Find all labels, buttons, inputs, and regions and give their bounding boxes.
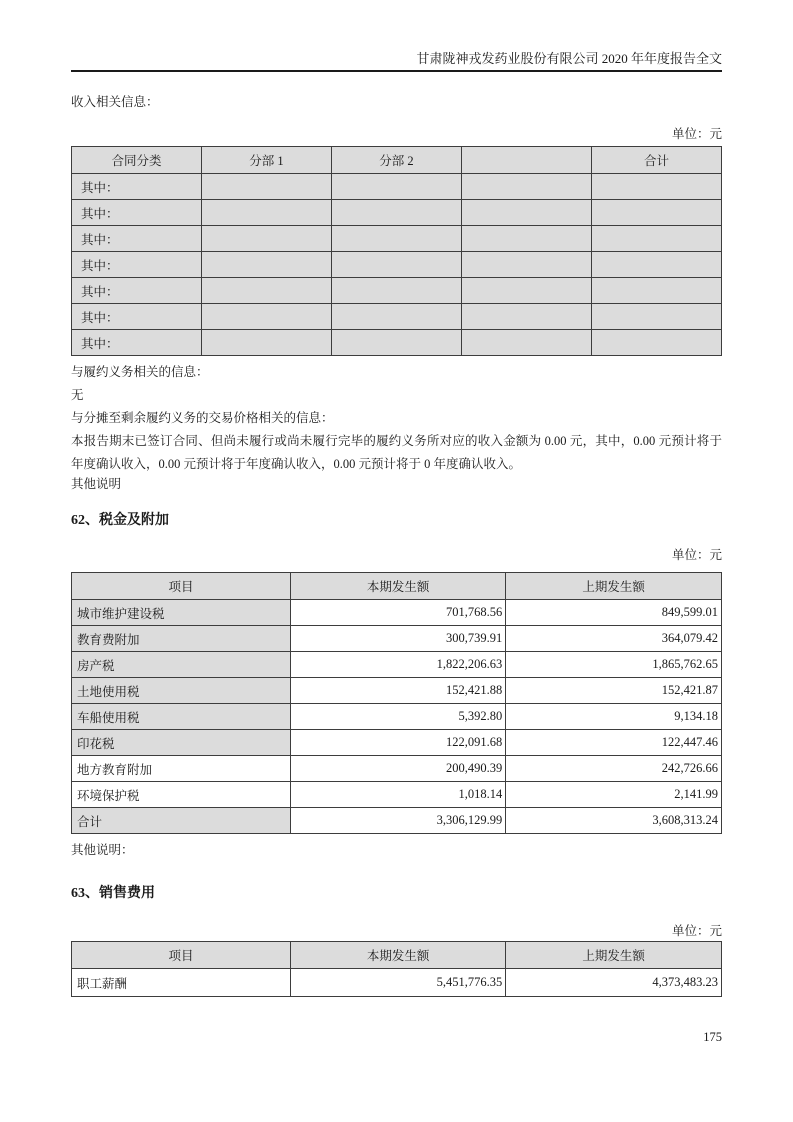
tax-table-header-row xyxy=(72,573,722,600)
empty-cell xyxy=(202,252,332,278)
table-row xyxy=(72,226,722,252)
empty-cell xyxy=(462,278,592,304)
empty-cell xyxy=(332,304,462,330)
col-segment-1: 分部 1 xyxy=(202,147,332,174)
empty-cell xyxy=(462,304,592,330)
table-row xyxy=(72,652,722,678)
empty-cell xyxy=(592,304,722,330)
tax-prior: 849,599.01 xyxy=(506,600,722,626)
revenue-info-label: 收入相关信息： xyxy=(71,95,159,109)
row-label: 其中： xyxy=(72,330,202,356)
row-label: 其中： xyxy=(72,304,202,330)
tax-item: 房产税 xyxy=(72,652,291,678)
performance-obligation-label: 与履约义务相关的信息： xyxy=(71,365,209,379)
table-row xyxy=(72,969,722,997)
table-row xyxy=(72,782,722,808)
section-heading-63: 63、销售费用 xyxy=(71,886,155,901)
tax-prior: 9,134.18 xyxy=(506,704,722,730)
table-row xyxy=(72,252,722,278)
revenue-unit-label: 单位：元 xyxy=(671,127,722,141)
empty-cell xyxy=(592,278,722,304)
col-current-period: 本期发生额 xyxy=(291,573,506,600)
tax-total-current: 3,306,129.99 xyxy=(291,808,506,834)
table-row xyxy=(72,704,722,730)
table-row xyxy=(72,626,722,652)
tax-total-label: 合计 xyxy=(72,808,291,834)
selling-unit-label: 单位：元 xyxy=(671,924,722,938)
table-row xyxy=(72,678,722,704)
tax-item: 环境保护税 xyxy=(72,782,291,808)
selling-item: 职工薪酬 xyxy=(72,969,291,997)
selling-table-header-row xyxy=(72,942,722,969)
empty-cell xyxy=(332,278,462,304)
col-item: 项目 xyxy=(72,573,291,600)
col-prior-period: 上期发生额 xyxy=(506,573,722,600)
tax-prior: 122,447.46 xyxy=(506,730,722,756)
tax-current: 200,490.39 xyxy=(291,756,506,782)
row-label: 其中： xyxy=(72,278,202,304)
tax-prior: 2,141.99 xyxy=(506,782,722,808)
empty-cell xyxy=(462,200,592,226)
page-header xyxy=(71,0,722,72)
selling-current: 5,451,776.35 xyxy=(291,969,506,997)
selling-prior: 4,373,483.23 xyxy=(506,969,722,997)
tax-current: 1,018.14 xyxy=(291,782,506,808)
tax-item: 土地使用税 xyxy=(72,678,291,704)
tax-prior: 242,726.66 xyxy=(506,756,722,782)
col-current-period: 本期发生额 xyxy=(291,942,506,969)
table-row xyxy=(72,304,722,330)
selling-expense-table xyxy=(71,941,722,997)
contract-classification-table xyxy=(71,146,722,356)
empty-cell xyxy=(202,330,332,356)
tax-item: 车船使用税 xyxy=(72,704,291,730)
empty-cell xyxy=(462,226,592,252)
empty-cell xyxy=(332,226,462,252)
row-label: 其中： xyxy=(72,200,202,226)
page-content xyxy=(71,94,722,997)
empty-cell xyxy=(592,200,722,226)
row-label: 其中： xyxy=(72,174,202,200)
empty-cell xyxy=(592,252,722,278)
table-row xyxy=(72,756,722,782)
tax-prior: 1,865,762.65 xyxy=(506,652,722,678)
table-row xyxy=(72,600,722,626)
other-note-label: 其他说明 xyxy=(71,477,122,491)
tax-item: 城市维护建设税 xyxy=(72,600,291,626)
table-row xyxy=(72,174,722,200)
empty-cell xyxy=(332,252,462,278)
empty-cell xyxy=(462,252,592,278)
remaining-price-text: 本报告期末已签订合同、但尚未履行或尚未履行完毕的履约义务所对应的收入金额为 0.00 元，其中，0.00 元预计将于年度确认收入，0.00 元预计将于年度确认收入，0.00 元预计将于 0 年度确认收入。 xyxy=(71,434,722,471)
empty-cell xyxy=(592,174,722,200)
table-row xyxy=(72,330,722,356)
tax-total-prior: 3,608,313.24 xyxy=(506,808,722,834)
col-total: 合计 xyxy=(592,147,722,174)
empty-cell xyxy=(202,278,332,304)
col-contract-class: 合同分类 xyxy=(72,147,202,174)
empty-cell xyxy=(332,330,462,356)
remaining-price-label: 与分摊至剩余履约义务的交易价格相关的信息： xyxy=(71,411,334,425)
tax-surcharge-table xyxy=(71,572,722,834)
section-heading-62: 62、税金及附加 xyxy=(71,513,169,528)
empty-cell xyxy=(202,200,332,226)
col-blank xyxy=(462,147,592,174)
tax-prior: 152,421.87 xyxy=(506,678,722,704)
table-total-row xyxy=(72,808,722,834)
performance-obligation-value: 无 xyxy=(71,388,84,402)
empty-cell xyxy=(462,330,592,356)
tax-unit-label: 单位：元 xyxy=(671,548,722,562)
tax-footnote: 其他说明： xyxy=(71,843,134,857)
col-item: 项目 xyxy=(72,942,291,969)
tax-item: 教育费附加 xyxy=(72,626,291,652)
row-label: 其中： xyxy=(72,252,202,278)
col-prior-period: 上期发生额 xyxy=(506,942,722,969)
tax-item: 印花税 xyxy=(72,730,291,756)
tax-current: 152,421.88 xyxy=(291,678,506,704)
empty-cell xyxy=(332,174,462,200)
table-row xyxy=(72,730,722,756)
tax-item: 地方教育附加 xyxy=(72,756,291,782)
tax-current: 701,768.56 xyxy=(291,600,506,626)
empty-cell xyxy=(592,330,722,356)
tax-current: 122,091.68 xyxy=(291,730,506,756)
report-title: 甘肃陇神戎发药业股份有限公司 2020 年年度报告全文 xyxy=(416,51,722,66)
empty-cell xyxy=(202,174,332,200)
empty-cell xyxy=(592,226,722,252)
row-label: 其中： xyxy=(72,226,202,252)
table-row xyxy=(72,200,722,226)
tax-current: 1,822,206.63 xyxy=(291,652,506,678)
tax-prior: 364,079.42 xyxy=(506,626,722,652)
table-row xyxy=(72,278,722,304)
tax-current: 5,392.80 xyxy=(291,704,506,730)
empty-cell xyxy=(202,304,332,330)
empty-cell xyxy=(332,200,462,226)
tax-current: 300,739.91 xyxy=(291,626,506,652)
empty-cell xyxy=(202,226,332,252)
contract-table-header-row xyxy=(72,147,722,174)
col-segment-2: 分部 2 xyxy=(332,147,462,174)
empty-cell xyxy=(462,174,592,200)
page-number: 175 xyxy=(703,1030,722,1044)
